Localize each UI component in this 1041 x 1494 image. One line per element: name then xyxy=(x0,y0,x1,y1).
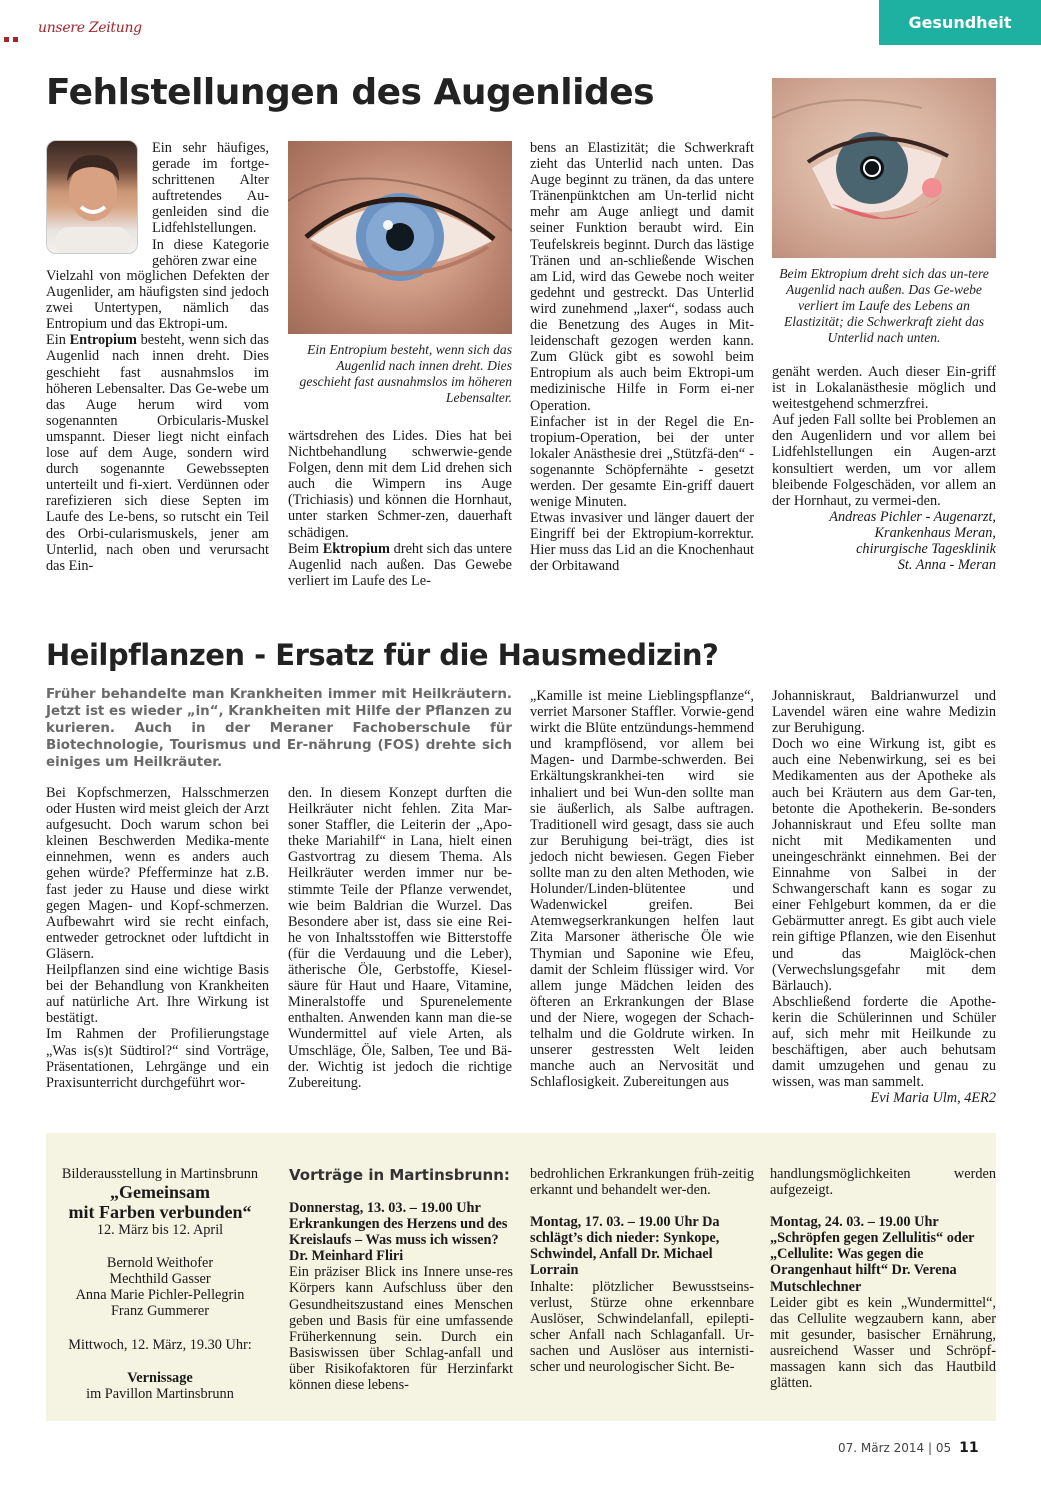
talks-title: Vorträge in Martinsbrunn: xyxy=(289,1166,510,1184)
ektropium-eye-photo xyxy=(772,78,996,258)
article2-col4: Johanniskraut, Baldrianwurzel und Lavendel wären eine wahre Medizin zur Beruhigung. Doch wo eine Wirkung ist, gibt es auch eine Nebenwirkung, sei es bei Medikamenten aus der Apotheke als auch bei Kräutern aus dem Gar-ten, betonte die Apothekerin. Be-sonders Johanniskraut und Efeu sollte man nicht mit Medikamenten und uneingeschränkt einnehmen. Bei der Einnahme von Salbei in der Schwangerschaft kann es sogar zu einer Fehlgeburt kommen, da er die Gebärmutter anregt. Es gibt auch viele rein giftige Pflanzen, wie den Eisenhut und das Maiglöck-chen (Verwechslungsgefahr mit dem Bärlauch). Abschließend forderte die Apothe-kerin die Schülerinnen und Schüler auf, sich mehr mit Heilkunde zu beschäftigen, aber auch behutsam damit umzugehen und genau zu wissen, was man sammelt. Evi Maria Ulm, 4ER2 xyxy=(772,688,996,1107)
article1-col3: bens an Elastizität; die Schwerkraft zieht das Unterlid nach unten. Das Auge beginnt zu tränen, da das untere Tränenpünktchen am Un-terlid nicht mehr am Auge anliegt und damit seiner Funktion beraubt wird. Ein Teufelskreis beginnt. Durch das lästige Tränen und an-schließende Wischen am Lid, wird das Gewebe noch weiter gedehnt und gestreckt. Das Unterlid wird zunehmend „laxer“, sodass auch die Benetzung des Auges in Mit-leidenschaft gezogen werden kann. Zum Glück gibt es sowohl beim Entropium als auch beim Ektropi-um medizinische Hilfe in Form ei-ner Operation. Einfacher ist in der Regel die En-tropium-Operation, bei der unter lokaler Anästhesie drei „Stützfä-den“ -sogenannte Schöpfernähte - gesetzt werden. Der gesamte Ein-griff dauert wenige Minuten. Etwas invasiver und länger dauert der Eingriff bei der Ektropium-korrektur. Hier muss das Lid an die Knochenhaut der Orbitawand xyxy=(530,140,754,575)
article1-title: Fehlstellungen des Augenlides xyxy=(46,72,655,113)
ektropium-caption: Beim Ektropium dreht sich das un-tere Augenlid nach außen. Das Ge-webe verliert im Laufe des Lebens an Elastizität; die Schwerkraft zieht das Unterlid nach unten. xyxy=(779,266,989,345)
talk2: bedrohlichen Erkrankungen früh-zeitig erkannt und behandelt wer-den. Montag, 17. 03. – 19.00 Uhr Da schlägt’s dich nieder: Synkope, Schwindel, Anfall Dr. Michael Lorrain Inhalte: plötzlicher Bewusstseins-verlust, Stürze ohne erkennbare Auslöser, Schwindelanfall, epilepti-scher Anfall nach Schlaganfall. Ur-sachen und Auslöser aus internisti-scher und neurologischer Sicht. Be- xyxy=(530,1166,754,1376)
article2-col1: Bei Kopfschmerzen, Halsschmerzen oder Husten wird meist gleich der Arzt aufgesucht. Doch warum schon bei kleinen Beschwerden Medika-mente einnehmen, wenn es anders auch gehen würde? Pfefferminze hat z.B. fast jeder zu Hause und diese wirkt gegen Magen- und Kopf-schmerzen. Aufbewahrt wird sie recht einfach, entweder getrocknet oder luftdicht in Gläsern. Heilpflanzen sind eine wichtige Basis bei der Behandlung von Krankheiten auf natürliche Art. Ihre Wirkung ist bestätigt. Im Rahmen der Profilierungstage „Was is(s)t Südtirol?“ sind Vorträge, Präsentationen, Lehrgänge und ein Praxisunterricht durchgeführt wor- xyxy=(46,785,269,1091)
section-tab: Gesundheit xyxy=(879,0,1041,45)
brand-squares xyxy=(4,27,22,33)
article2-author: Evi Maria Ulm, 4ER2 xyxy=(870,1090,996,1107)
ektropium-paragraph: Beim Ektropium dreht sich das untere Augenlid nach außen. Das Gewebe verliert im Laufe des Le- xyxy=(288,540,512,589)
exhibition-block: Bilderausstellung in Martinsbrunn „Gemeinsam mit Farben verbunden“ 12. März bis 12. April Bernold Weithofer Mechthild Gasser Anna Marie Pichler-Pellegrin Franz Gummerer Mittwoch, 12. März, 19.30 Uhr: Vernissage im Pavillon Martinsbrunn xyxy=(46,1166,274,1402)
article1-col1: Vielzahl von möglichen Defekten der Augenlider, am häufigsten sind jedoch zwei Untertypen, nämlich das Entropium und das Ektropi-um. Ein Entropium besteht, wenn sich das Augenlid nach innen dreht. Dies geschieht fast ausnahmslos im höheren Lebensalter. Das Ge-webe um das Auge herum wird vom sogenannten Orbicularis-Muskel umspannt. Dieser liegt nicht einfach lose auf dem Auge, sondern wird durch sogenannte Gewebssepten unterteilt und fi-xiert. Verdünnen oder rarefizieren sich diese Septen im Laufe des Le-bens, so rutscht ein Teil des Orbi-cularismuskels, jener am Unterlid, nach oben und verursacht das Ein- xyxy=(46,268,269,574)
page-footer xyxy=(838,1440,979,1456)
entropium-eye-photo xyxy=(288,141,512,334)
talk3: handlungsmöglichkeiten werden aufgezeigt. Montag, 24. 03. – 19.00 Uhr „Schröpfen gegen Zellulitis“ oder „Cellulite: Was gegen die Orangenhaut hilft“ Dr. Verena Mutschlechner Leider gibt es kein „Wundermittel“, das Cellulite wegzaubern kann, aber mit gesunder, basischer Ernährung, ausreichend Wasser und Schröpf-massagen kann sich das Hautbild glätten. xyxy=(770,1166,996,1392)
exhibition-title: „Gemeinsam mit Farben verbunden“ xyxy=(68,1182,252,1223)
entropium-caption: Ein Entropium besteht, wenn sich das Augenlid nach innen dreht. Dies geschieht fast ausnahmslos im höheren Lebensalter. xyxy=(299,342,512,405)
entropium-paragraph: Ein Entropium besteht, wenn sich das Augenlid nach innen dreht. Dies geschieht fast ausnahmslos im höheren Lebensalter. Das Ge-webe um das Auge herum wird vom sogenannten Orbicularis-Muskel umspannt. Dieser liegt nicht einfach lose auf dem Auge, sondern wird durch sogenannte Gewebssepten unterteilt und fi-xiert. Verdünnen oder rarefizieren sich diese Septen im Laufe des Le-bens, so rutscht ein Teil des Orbi-cularismuskels, jener am Unterlid, nach oben und verursacht das Ein- xyxy=(46,332,269,574)
talk1: Donnerstag, 13. 03. – 19.00 Uhr Erkrankungen des Herzens und des Kreislaufs – Was muss ich wissen? Dr. Meinhard Fliri Ein präziser Blick ins Innere unse-res Körpers kann Aufschluss über den Gesundheitszustand eines Menschen geben und Basis für eine umfassende Früherkennung sein. Durch ein Basiswissen über Schlag-anfall und über Risikofaktoren für Herzinfarkt können diese lebens- xyxy=(289,1200,513,1394)
footer-date-issue: 07. März 2014 | 05 xyxy=(838,1441,952,1455)
article2-col2: den. In diesem Konzept durften die Heilkräuter nicht fehlen. Zita Mar-soner Staffler, die Leiterin der „Apo-theke Mariahilf“ in Lana, hielt einen Gastvortrag zu diesem Thema. Als Heilkräuter werden immer nur be-stimmte Teile der Pflanze verwendet, wie beim Baldrian die Wurzel. Das Besondere aber ist, dass sie eine Rei-he von Inhaltsstoffen wie Bitterstoffe (für die Verdauung und die Leber), ätherische Öle, Gerbstoffe, Kiesel-säure für Haut und Haare, Vitamine, Mineralstoffe und Spurenelemente enthalten. Anwenden kann man die-se Wundermittel auf viele Arten, als Umschläge, Öle, Salben, Tee und Bä-der. Wichtig ist jedoch die richtige Zubereitung. xyxy=(288,785,512,1091)
article1-author: Andreas Pichler - Augenarzt, Krankenhaus Meran, chirurgische Tagesklinik St. Anna - Meran xyxy=(829,508,996,574)
article1-col1-intro: Ein sehr häufiges, gerade im fortge-schrittenen Alter auftretendes Au-genleiden sind die Lidfehlstellungen. In diese Kategorie gehören zwar eine xyxy=(152,140,269,269)
page-number: 11 xyxy=(959,1440,979,1456)
brand-logo: unsere Zeitung xyxy=(38,20,142,36)
article1-col4: genäht werden. Auch dieser Ein-griff ist in Lokalanästhesie möglich und weitestgehend schmerzfrei. Auf jeden Fall sollte bei Problemen an den Augenlidern und vor allem bei Lidfehlstellungen ein Augen-arzt konsultiert werden, um vor allem bleibende Folgeschäden, vor allem an der Hornhaut, zu vermei-den. Andreas Pichler - Augenarzt, Krankenhaus Meran, chirurgische Tagesklinik St. Anna - Meran xyxy=(772,364,996,574)
article2-title: Heilpflanzen - Ersatz für die Hausmedizin? xyxy=(46,638,719,672)
article1-col2: wärtsdrehen des Lides. Dies hat bei Nichtbehandlung schwerwie-gende Folgen, denn mit dem Lid drehen sich auch die Wimpern ins Auge (Trichiasis) und können die Hornhaut, unter starken Schmer-zen, dauerhaft schädigen. Beim Ektropium dreht sich das untere Augenlid nach außen. Das Gewebe verliert im Laufe des Le- xyxy=(288,428,512,589)
author-portrait xyxy=(46,140,138,254)
article2-col3: „Kamille ist meine Lieblingspflanze“, verriet Marsoner Staffler. Vorwie-gend wirkt die Blüte entzündungs-hemmend und krampflösend, vor allem bei Magen- und Darmbe-schwerden. Bei Erkältungskrankhei-ten wird sie inhaliert und bei Wun-den sollte man sie äußerlich, als Salbe auftragen. Traditionell wird gesagt, dass sie auch zur Beruhigung bei-trägt, dies ist jedoch nicht bewiesen. Gegen Fieber sollte man zu den alten Methoden, wie Holunder/Linden-blütentee und Wadenwickel greifen. Bei Atemwegserkrankungen helfen laut Zita Marsoner ätherische Öle wie Thymian und Saponine wie Efeu, damit der Schleim flüssiger wird. Vor allem junge Mädchen leiden des öfteren an Erkrankungen der Blase und der Niere, wogegen der Schach-telhalm und die Goldrute wirken. In unserer gestressten Welt leiden manche auch an Nervosität und Schlaflosigkeit. Zubereitungen aus xyxy=(530,688,754,1091)
article2-lead: Früher behandelte man Krankheiten immer mit Heilkräutern. Jetzt ist es wieder „in“, Krankheiten mit Hilfe der Pflanzen zu kurieren. Auch in der Meraner Fachoberschule für Biotechnologie, Tourismus und Er-nährung (FOS) drehte sich einiges um Heilkräuter. xyxy=(46,687,512,770)
